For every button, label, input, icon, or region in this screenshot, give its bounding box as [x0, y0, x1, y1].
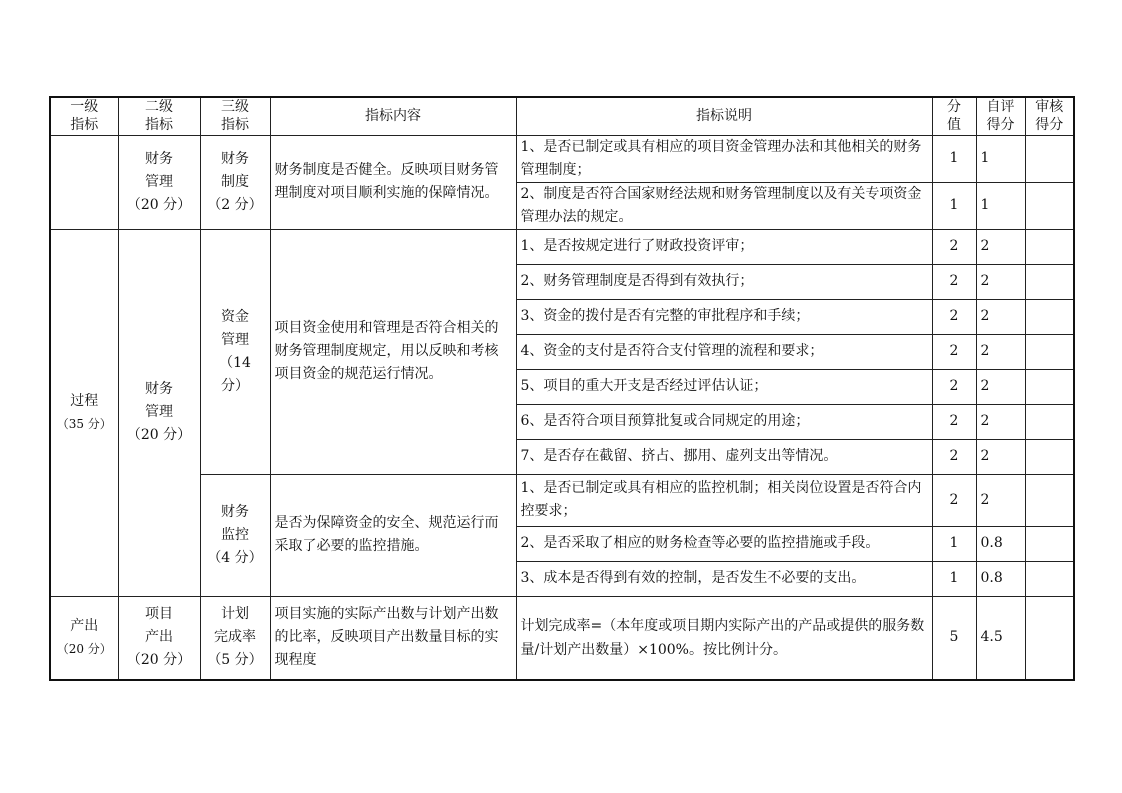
score-cell: 2 [932, 299, 976, 334]
explain-cell: 3、资金的拨付是否有完整的审批程序和手续； [516, 299, 932, 334]
header-content: 指标内容 [270, 97, 516, 135]
audit-score-cell [1025, 369, 1074, 404]
header-explain: 指标说明 [516, 97, 932, 135]
self-score-cell: 2 [976, 264, 1025, 299]
explain-cell: 5、项目的重大开支是否经过评估认证； [516, 369, 932, 404]
score-cell: 1 [932, 526, 976, 561]
audit-score-cell [1025, 439, 1074, 474]
audit-score-cell [1025, 229, 1074, 264]
score-cell: 2 [932, 439, 976, 474]
score-cell: 2 [932, 404, 976, 439]
table-row [50, 229, 1074, 264]
level3-cell: 财务 监控 （4 分） [200, 474, 270, 596]
indicator-table [49, 96, 1075, 681]
audit-score-cell [1025, 135, 1074, 182]
level3-cell: 财务 制度 （2 分） [200, 135, 270, 229]
header-score: 分 值 [932, 97, 976, 135]
audit-score-cell [1025, 526, 1074, 561]
table-row [50, 135, 1074, 182]
level1-score: （20 分） [56, 641, 112, 656]
level2-cell: 财务 管理 （20 分） [118, 229, 200, 596]
table-row [50, 596, 1074, 680]
content-cell: 项目资金使用和管理是否符合相关的财务管理制度规定，用以反映和考核项目资金的规范运行情况。 [270, 229, 516, 474]
self-score-cell: 2 [976, 229, 1025, 264]
explain-cell: 3、成本是否得到有效的控制，是否发生不必要的支出。 [516, 561, 932, 596]
self-score-cell: 4.5 [976, 596, 1025, 680]
header-level3: 三级 指标 [200, 97, 270, 135]
self-score-cell: 2 [976, 369, 1025, 404]
explain-cell: 2、是否采取了相应的财务检查等必要的监控措施或手段。 [516, 526, 932, 561]
content-cell: 是否为保障资金的安全、规范运行而采取了必要的监控措施。 [270, 474, 516, 596]
self-score-cell: 2 [976, 474, 1025, 526]
explain-cell: 7、是否存在截留、挤占、挪用、虚列支出等情况。 [516, 439, 932, 474]
level3-cell: 计划 完成率 （5 分） [200, 596, 270, 680]
self-score-cell: 0.8 [976, 526, 1025, 561]
self-score-cell: 0.8 [976, 561, 1025, 596]
audit-score-cell [1025, 474, 1074, 526]
level1-score: （35 分） [56, 416, 112, 431]
audit-score-cell [1025, 561, 1074, 596]
explain-cell: 6、是否符合项目预算批复或合同规定的用途； [516, 404, 932, 439]
score-cell: 1 [932, 182, 976, 229]
audit-score-cell [1025, 264, 1074, 299]
score-cell: 2 [932, 369, 976, 404]
score-cell: 5 [932, 596, 976, 680]
header-row [50, 97, 1074, 135]
explain-cell: 1、是否已制定或具有相应的项目资金管理办法和其他相关的财务管理制度； [516, 135, 932, 182]
score-cell: 1 [932, 561, 976, 596]
audit-score-cell [1025, 404, 1074, 439]
self-score-cell: 2 [976, 299, 1025, 334]
header-level2: 二级 指标 [118, 97, 200, 135]
content-cell: 项目实施的实际产出数与计划产出数的比率，反映项目产出数量目标的实现程度 [270, 596, 516, 680]
explain-cell: 2、财务管理制度是否得到有效执行； [516, 264, 932, 299]
audit-score-cell [1025, 596, 1074, 680]
level1-output-cell [50, 596, 118, 680]
self-score-cell: 2 [976, 404, 1025, 439]
level2-cell: 项目 产出 （20 分） [118, 596, 200, 680]
explain-cell: 计划完成率=（本年度或项目期内实际产出的产品或提供的服务数量/计划产出数量）×100%。按比例计分。 [516, 596, 932, 680]
table-row [50, 474, 1074, 526]
level1-process-cell [50, 229, 118, 596]
score-cell: 2 [932, 474, 976, 526]
content-cell: 财务制度是否健全。反映项目财务管理制度对项目顺利实施的保障情况。 [270, 135, 516, 229]
header-level1: 一级 指标 [50, 97, 118, 135]
level1-label: 产出 [70, 617, 99, 634]
score-cell: 2 [932, 334, 976, 369]
score-cell: 1 [932, 135, 976, 182]
audit-score-cell [1025, 334, 1074, 369]
self-score-cell: 1 [976, 135, 1025, 182]
explain-cell: 4、资金的支付是否符合支付管理的流程和要求； [516, 334, 932, 369]
explain-cell: 2、制度是否符合国家财经法规和财务管理制度以及有关专项资金管理办法的规定。 [516, 182, 932, 229]
score-cell: 2 [932, 264, 976, 299]
level1-label: 过程 [70, 392, 99, 409]
header-self-score: 自评 得分 [976, 97, 1025, 135]
self-score-cell: 1 [976, 182, 1025, 229]
self-score-cell: 2 [976, 439, 1025, 474]
explain-cell: 1、是否按规定进行了财政投资评审； [516, 229, 932, 264]
audit-score-cell [1025, 182, 1074, 229]
level1-cell-empty [50, 135, 118, 229]
level2-cell: 财务 管理 （20 分） [118, 135, 200, 229]
audit-score-cell [1025, 299, 1074, 334]
header-audit-score: 审核 得分 [1025, 97, 1074, 135]
level3-cell: 资金 管理 （14 分） [200, 229, 270, 474]
explain-cell: 1、是否已制定或具有相应的监控机制；相关岗位设置是否符合内控要求； [516, 474, 932, 526]
score-cell: 2 [932, 229, 976, 264]
self-score-cell: 2 [976, 334, 1025, 369]
